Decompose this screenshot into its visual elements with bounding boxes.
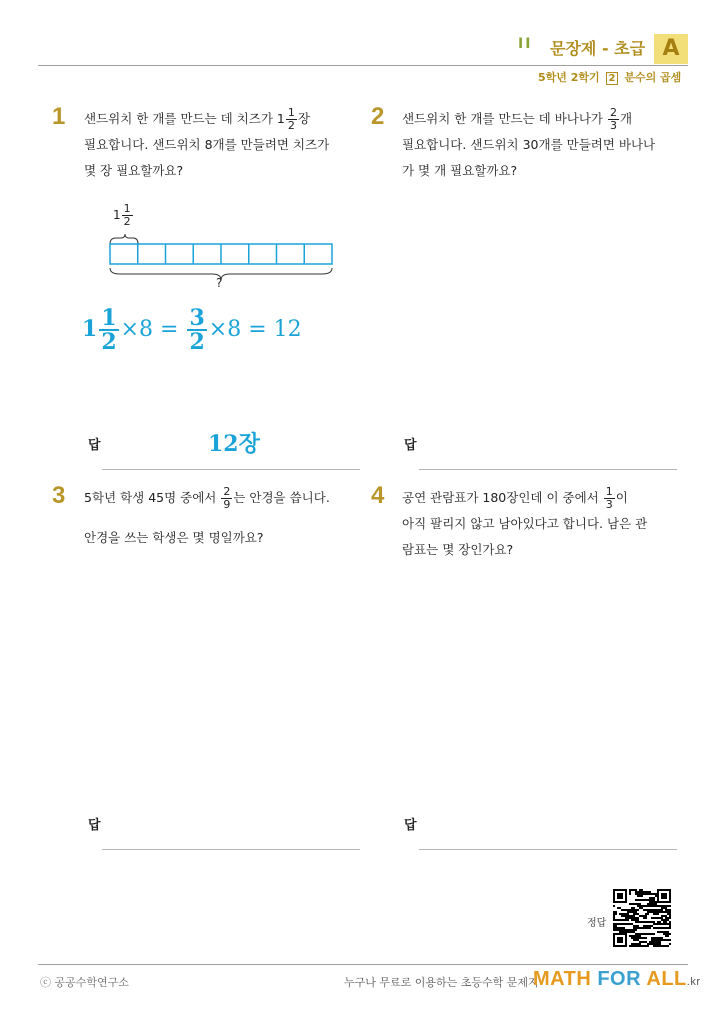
- problem-1-whole: 1: [276, 111, 285, 126]
- problem-3-line-1-end: 는 안경을 씁니다.: [233, 490, 330, 505]
- problem-2-answer-line[interactable]: [419, 469, 677, 470]
- problem-2-line-1: 샌드위치 한 개를 만드는 데 바나나가: [402, 111, 607, 126]
- problem-4-fraction: $\frac{1}{3}$: [605, 485, 613, 511]
- solution-fraction-2: $\frac{3}{2}$: [189, 305, 205, 355]
- footer-divider: [38, 964, 688, 965]
- worksheet-title: 문장제 - 초급: [550, 39, 646, 58]
- problem-4-line-1-end: 이: [615, 490, 628, 505]
- problem-2-unit: 개: [619, 111, 633, 126]
- top-brace: [110, 234, 138, 244]
- problem-2-text: [402, 106, 687, 184]
- problem-1-number: 1: [52, 103, 66, 130]
- header-marks: II: [518, 36, 533, 52]
- unit-subtitle: [538, 69, 681, 85]
- problem-4-line-2: 아직 팔리지 않고 남아있다고 합니다. 남은 관: [402, 516, 648, 531]
- problem-4-answer-line[interactable]: [419, 849, 677, 850]
- problem-4-text: [402, 485, 687, 563]
- problem-1-fraction: $\frac{1}{2}$: [287, 106, 295, 132]
- diagram-question-mark: ?: [216, 276, 223, 290]
- problem-1-line-3: 몇 장 필요할까요?: [84, 163, 184, 178]
- problem-3-answer-line[interactable]: [102, 849, 360, 850]
- problem-1-line-1: 샌드위치 한 개를 만드는 데 치즈가: [84, 111, 277, 126]
- brand-math: MATH: [533, 968, 598, 990]
- problem-4-number: 4: [371, 482, 385, 509]
- problem-2-line-2: 필요합니다. 샌드위치 30개를 만들려면 바나나: [402, 137, 656, 152]
- solution-times-1: ×8 =: [120, 317, 179, 342]
- qr-label: 정답: [587, 918, 607, 929]
- header-divider: [38, 65, 688, 66]
- brand-logo[interactable]: [533, 968, 701, 991]
- qr-code-icon[interactable]: [613, 889, 671, 947]
- level-badge: A: [654, 34, 688, 64]
- problem-3-text: [84, 485, 369, 551]
- problem-1-text: [84, 106, 364, 184]
- copyright: ⓒ 공공수학연구소: [40, 976, 129, 989]
- diagram-top-label: [113, 203, 134, 228]
- brand-for: FOR: [597, 968, 647, 990]
- problem-4-line-3: 람표는 몇 장인가요?: [402, 542, 514, 557]
- brand-kr: .kr: [686, 976, 701, 988]
- problem-3-answer-label: 답: [88, 818, 101, 833]
- problem-2-answer-label: 답: [404, 438, 417, 453]
- problem-1-answer-label: 답: [88, 438, 101, 453]
- problem-1-unit: 장: [297, 111, 310, 126]
- tape-cells: [138, 244, 305, 264]
- problem-1-answer: 12장: [208, 431, 260, 457]
- problem-3-line-2: 안경을 쓰는 학생은 몇 명일까요?: [84, 530, 264, 545]
- solution-result: ×8 = 12: [208, 317, 302, 342]
- unit-number: 2: [606, 72, 619, 85]
- solution-fraction-1: $\frac{1}{2}$: [101, 305, 117, 355]
- problem-1-line-2: 필요합니다. 샌드위치 8개를 만들려면 치즈가: [84, 137, 330, 152]
- solution-whole: 1: [82, 316, 98, 342]
- diagram-top-whole: 1: [113, 208, 121, 222]
- problem-3-line-1: 5학년 학생 45명 중에서: [84, 490, 221, 505]
- brand-all: ALL: [646, 968, 687, 990]
- solution-equation: [82, 307, 302, 353]
- problem-4-line-1: 공연 관람표가 180장인데 이 중에서: [402, 490, 603, 505]
- problem-2-fraction: $\frac{2}{3}$: [609, 106, 617, 132]
- problem-3-fraction: $\frac{2}{9}$: [223, 485, 231, 511]
- problem-1-answer-line[interactable]: [102, 469, 360, 470]
- unit-name: 분수의 곱셈: [624, 71, 682, 84]
- problem-2-number: 2: [371, 103, 385, 130]
- problem-3-number: 3: [52, 482, 66, 509]
- problem-2-line-3: 가 몇 개 필요할까요?: [402, 163, 518, 178]
- grade-label: 5학년 2학기: [538, 71, 600, 84]
- diagram-top-fraction: $\frac{1}{2}$: [123, 202, 131, 228]
- footer-tagline: 누구나 무료로 이용하는 초등수학 문제지: [344, 976, 539, 989]
- problem-4-answer-label: 답: [404, 818, 417, 833]
